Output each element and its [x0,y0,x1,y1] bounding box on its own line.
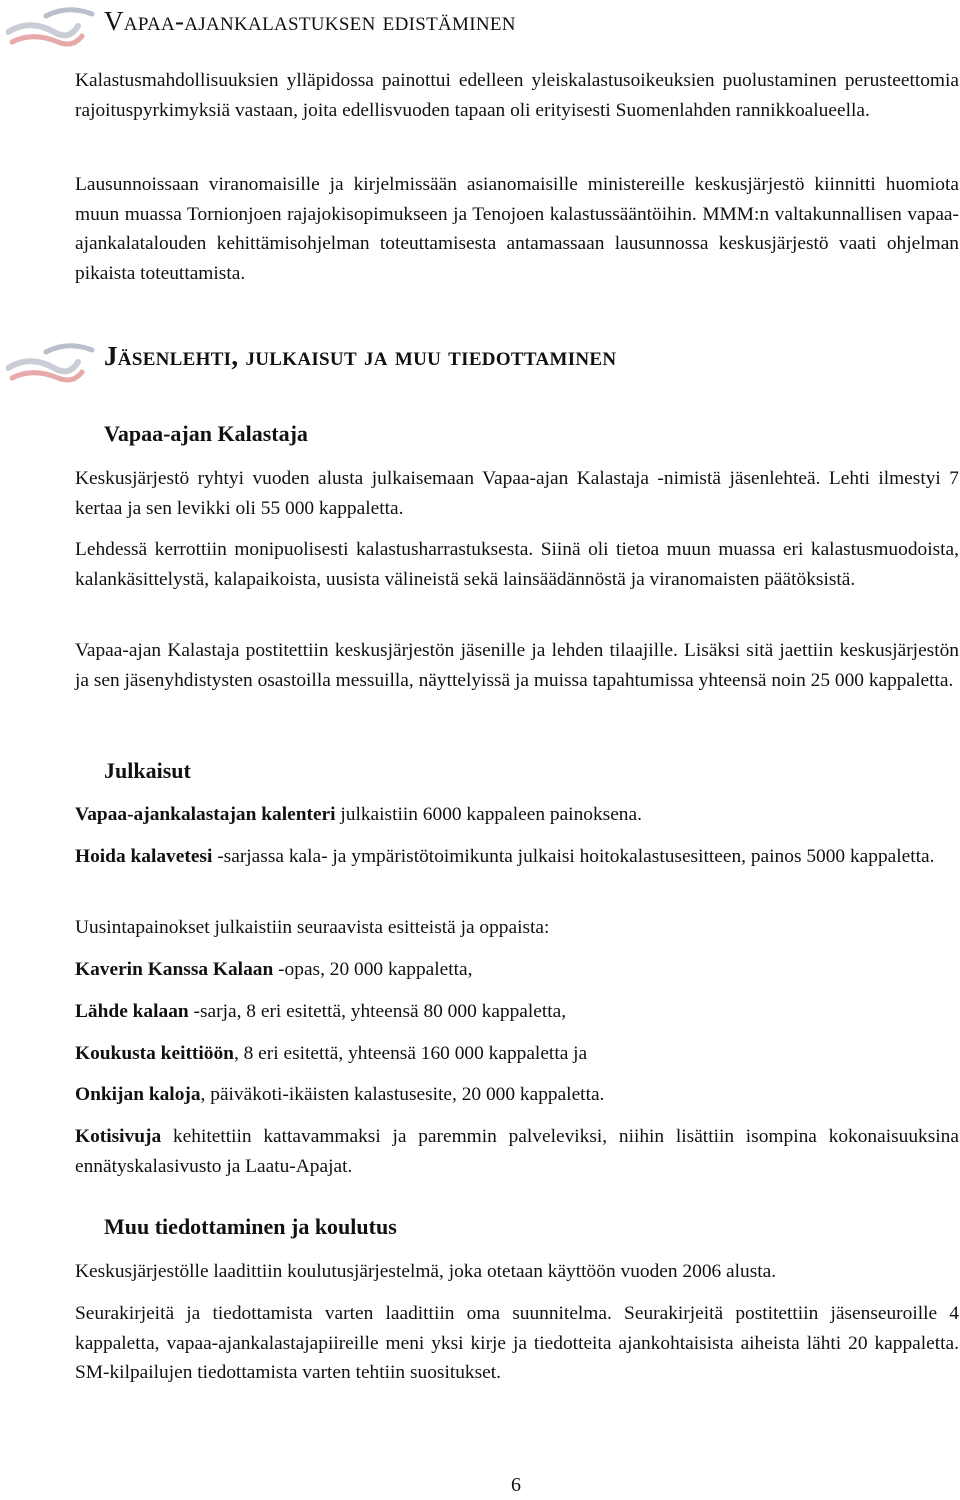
bold-lead: Lähde kalaan [75,1001,189,1022]
paragraph: Onkijan kaloja, päiväkoti-ikäisten kalastusesite, 20 000 kappaletta. [75,1084,605,1105]
paragraph: Kaverin Kanssa Kalaan -opas, 20 000 kappaletta, [75,959,473,980]
paragraph: Lähde kalaan -sarja, 8 eri esitettä, yhteensä 80 000 kappaletta, [75,1001,567,1022]
subheading: Muu tiedottaminen ja koulutus [104,1214,397,1239]
paragraph: Uusintapainokset julkaistiin seuraavista esitteistä ja oppaista: [75,917,550,938]
paragraph: Vapaa-ajan Kalastaja postitettiin keskusjärjestön jäsenille ja lehden tilaajille. Lisäksi sitä jaettiin keskusjärjestön ja sen jäsenyhdistysten osastoilla messuilla, näyttelyissä ja muissa tapahtumissa yhteensä noin 25 000 kappaletta. [75,640,959,691]
paragraph: Lausunnoissaan viranomaisille ja kirjelmissään asianomaisille ministereille keskusjärjestö kiinnitti huomiota muun muassa Tornionjoen rajajokisopimukseen ja Tenojoen kalastussääntöihin. MMM:n valtakunnallisen vapaa-ajankalatalouden kehittämisohjelman toteuttamisesta antamassaan lausunnossa keskusjärjestö vaati ohjelman pikaista toteuttamista. [75,174,959,284]
subheading: Julkaisut [104,758,191,783]
wave-logo-icon [6,338,96,386]
paragraph: Koukusta keittiöön, 8 eri esitettä, yhteensä 160 000 kappaletta ja [75,1043,588,1064]
subheading: Vapaa-ajan Kalastaja [104,421,308,446]
page-number: 6 [511,1474,521,1496]
bold-lead: Vapaa-ajankalastajan kalenteri [75,804,336,825]
paragraph: Keskusjärjestölle laadittiin koulutusjärjestelmä, joka otetaan käyttöön vuoden 2006 alusta. [75,1261,777,1282]
paragraph: Vapaa-ajankalastajan kalenteri julkaistiin 6000 kappaleen painoksena. [75,804,642,825]
section-title: Vapaa-ajankalastuksen edistäminen [104,6,516,36]
bold-lead: Onkijan kaloja [75,1084,201,1105]
wave-logo-icon [6,2,96,50]
paragraph: Keskusjärjestö ryhtyi vuoden alusta julkaisemaan Vapaa-ajan Kalastaja -nimistä jäsenlehteä. Lehti ilmestyi 7 kertaa ja sen levikki oli 55 000 kappaletta. [75,468,959,519]
paragraph: Kotisivuja kehitettiin kattavammaksi ja paremmin palveleviksi, niihin lisättiin isompina kokonaisuuksina ennätyskalasivusto ja Laatu-Apajat. [75,1126,959,1177]
bold-lead: Kotisivuja [75,1126,162,1147]
bold-lead: Hoida kalavetesi [75,846,213,867]
paragraph: Kalastusmahdollisuuksien ylläpidossa painottui edelleen yleiskalastusoikeuksien puolustaminen perusteettomia rajoituspyrkimyksiä vastaan, joita edellisvuoden tapaan oli erityisesti Suomenlahden rannikkoalueella. [75,70,959,121]
bold-lead: Koukusta keittiöön [75,1043,234,1064]
paragraph: Seurakirjeitä ja tiedottamista varten laadittiin oma suunnitelma. Seurakirjeitä postitettiin jäsenseuroille 4 kappaletta, vapaa-ajankalastajapiireille meni yksi kirje ja tiedotteita ajankohtaisista aiheista lähti 20 kappaletta. SM-kilpailujen tiedottamista varten tehtiin suositukset. [75,1303,959,1384]
paragraph: Lehdessä kerrottiin monipuolisesti kalastusharrastuksesta. Siinä oli tietoa muun muassa eri kalastusmuodoista, kalankäsittelystä, kalapaikoista, uusista välineistä sekä lainsäädännöstä ja viranomaisten päätöksistä. [75,539,959,590]
section-title: Jäsenlehti, julkaisut ja muu tiedottaminen [104,341,617,371]
paragraph: Hoida kalavetesi -sarjassa kala- ja ympäristötoimikunta julkaisi hoitokalastusesitteen, painos 5000 kappaletta. [75,846,935,867]
bold-lead: Kaverin Kanssa Kalaan [75,959,274,980]
